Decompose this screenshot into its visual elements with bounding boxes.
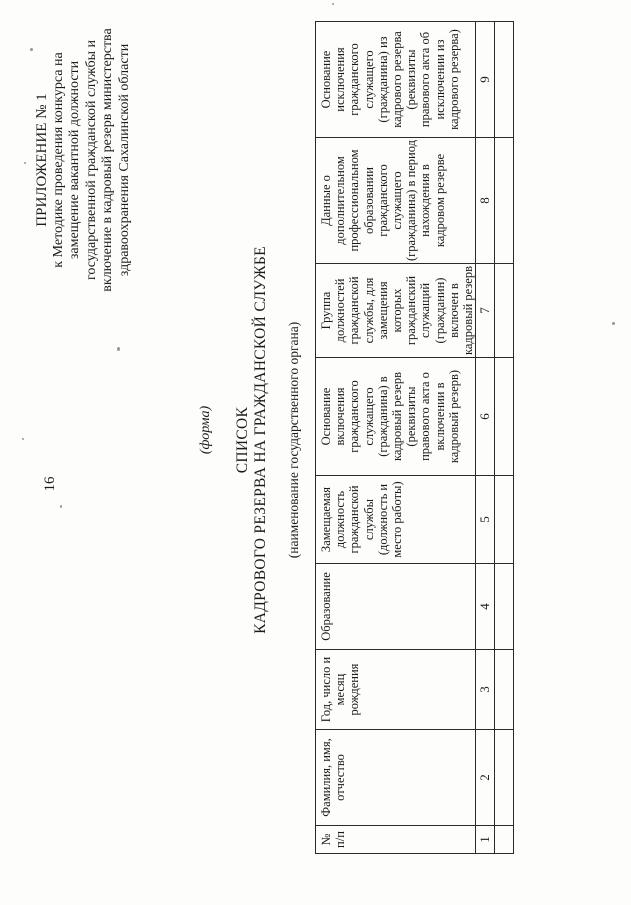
document-title	[234, 200, 270, 680]
empty-cell	[495, 138, 514, 264]
appendix-line: государственной гражданской службы и	[83, 39, 99, 281]
document-title-line2: КАДРОВОГО РЕЗЕРВА НА ГРАЖДАНСКОЙ СЛУЖБЕ	[252, 246, 269, 634]
column-number-row	[476, 22, 495, 854]
form-label: (форма)	[198, 405, 213, 455]
empty-table-row	[495, 22, 514, 854]
column-number: 7	[476, 264, 495, 358]
rotated-page-content	[34, 10, 514, 890]
header-cell-education: Образование	[316, 564, 476, 650]
column-number: 6	[476, 358, 495, 476]
column-number: 1	[476, 826, 495, 854]
appendix-title: ПРИЛОЖЕНИЕ № 1	[34, 93, 50, 227]
header-cell-exclusion-basis: Основание исключения гражданского служащего (гражданина) из кадрового резерва (реквизиты правового акта об исключении из кадрового резерва)	[316, 22, 476, 138]
empty-cell	[495, 264, 514, 358]
scan-speck	[612, 322, 615, 325]
appendix-header	[34, 0, 133, 325]
header-cell-training-data: Данные о дополнительном профессиональном образовании гражданского служащего (гражданина) в период нахождения в кадровом резерве	[316, 138, 476, 264]
empty-cell	[495, 730, 514, 826]
table-header-row	[316, 22, 476, 854]
column-number: 4	[476, 564, 495, 650]
column-number: 9	[476, 22, 495, 138]
column-number: 3	[476, 650, 495, 730]
document-title-line1: СПИСОК	[234, 406, 251, 474]
empty-cell	[495, 564, 514, 650]
page-number: 16	[42, 476, 58, 492]
column-number: 8	[476, 138, 495, 264]
scan-speck	[24, 162, 26, 164]
empty-cell	[495, 826, 514, 854]
organization-placeholder: (наименование государственного органа)	[286, 321, 301, 559]
appendix-line: замещение вакантной должности	[67, 60, 82, 260]
empty-cell	[495, 476, 514, 564]
header-cell-position-group: Группа должностей гражданской службы, для замещения которых гражданский служащий (гражданин) включен в кадровый резерв	[316, 264, 476, 358]
empty-cell	[495, 358, 514, 476]
appendix-line: к Методике проведения конкурса на	[50, 52, 66, 268]
header-cell-inclusion-basis: Основание включения гражданского служащего (гражданина) в кадровый резерв (реквизиты правового акта о включении в кадровый резерв)	[316, 358, 476, 476]
empty-cell	[495, 22, 514, 138]
scan-speck	[22, 438, 24, 440]
header-cell-position: Замещаемая должность гражданской службы (должность и место работы)	[316, 476, 476, 564]
appendix-line: включение в кадровый резерв министерства	[100, 28, 115, 292]
header-cell-full-name: Фамилия, имя, отчество	[316, 730, 476, 826]
appendix-line: здравоохранения Сахалинской области	[116, 43, 132, 277]
scan-speck	[332, 3, 334, 5]
scan-speck	[30, 48, 33, 51]
empty-cell	[495, 650, 514, 730]
column-number: 5	[476, 476, 495, 564]
reserve-table	[315, 21, 514, 854]
column-number: 2	[476, 730, 495, 826]
header-cell-birth-date: Год, число и месяц рождения	[316, 650, 476, 730]
header-cell-number: № п/п	[316, 826, 476, 854]
